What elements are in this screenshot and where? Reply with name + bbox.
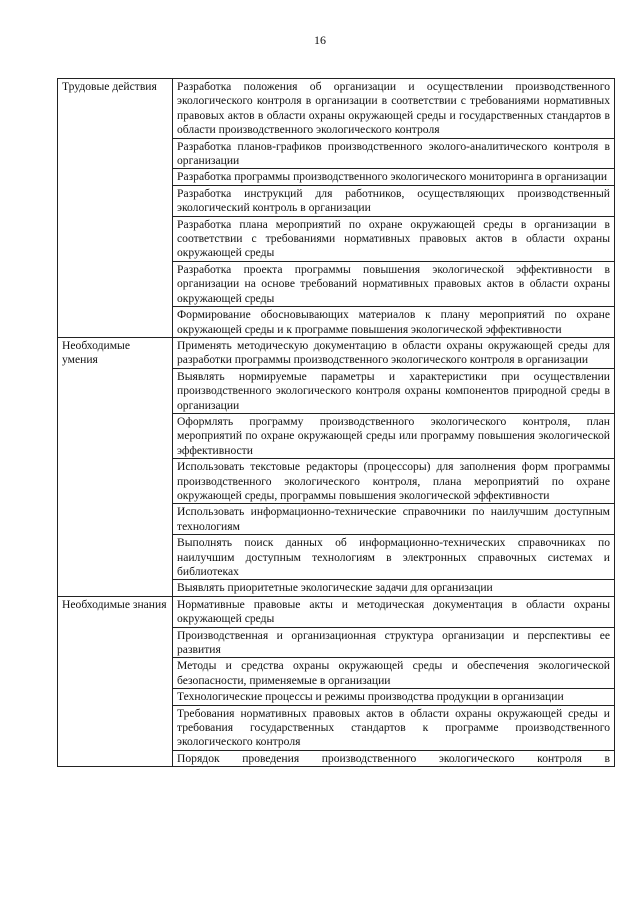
table-row (58, 79, 615, 139)
table-cell-item: Оформлять программу производственного экологического контроля, план мероприятий по охране окружающей среды или программу повышения экологической эффективности (173, 413, 615, 458)
section-label-required-knowledge: Необходимые знания (58, 596, 173, 766)
table-cell-item: Порядок проведения производственного экологического контроля в (173, 750, 615, 766)
table-row (58, 596, 615, 627)
requirements-table (57, 78, 615, 767)
page-number: 16 (314, 33, 326, 47)
table-cell-item: Использовать информационно-технические справочники по наилучшим доступным технологиям (173, 504, 615, 535)
table-cell-item: Применять методическую документацию в области охраны окружающей среды для разработки программы производственного экологического контроля в организации (173, 337, 615, 368)
table-cell-item: Использовать текстовые редакторы (процессоры) для заполнения форм программы производственного экологического контроля, плана мероприятий по охране окружающей среды, программы повышения экологической эффективности (173, 459, 615, 504)
table-cell-item: Технологические процессы и режимы производства продукции в организации (173, 689, 615, 705)
table-row (58, 337, 615, 368)
table-cell-item: Требования нормативных правовых актов в области охраны окружающей среды и требования государственных стандартов к программе производственного экологического контроля (173, 705, 615, 750)
table-cell-item: Разработка положения об организации и осуществлении производственного экологического контроля в организации в соответствии с требованиями нормативных правовых актов в области охраны окружающей среды и государственных стандартов в области производственного экологического контроля (173, 79, 615, 139)
table-cell-item: Разработка инструкций для работников, осуществляющих производственный экологический контроль в организации (173, 185, 615, 216)
section-label-labor-actions: Трудовые действия (58, 79, 173, 338)
table-cell-item: Выполнять поиск данных об информационно-технических справочниках по наилучшим доступным технологиям в электронных справочных системах и библиотеках (173, 535, 615, 580)
table-cell-item: Методы и средства охраны окружающей среды и обеспечения экологической безопасности, применяемые в организации (173, 658, 615, 689)
table-cell-item: Разработка плана мероприятий по охране окружающей среды в организации в соответствии с требованиями нормативных правовых актов в области охраны окружающей среды (173, 216, 615, 261)
table-cell-item: Формирование обосновывающих материалов к плану мероприятий по охране окружающей среды и к программе повышения экологической эффективности (173, 307, 615, 338)
table-cell-item: Нормативные правовые акты и методическая документация в области охраны окружающей среды (173, 596, 615, 627)
table-cell-item: Производственная и организационная структура организации и перспективы ее развития (173, 627, 615, 658)
table-cell-item: Разработка планов-графиков производственного эколого-аналитического контроля в организации (173, 138, 615, 169)
table-cell-item: Выявлять нормируемые параметры и характеристики при осуществлении производственного экологического контроля охраны компонентов природной среды в организации (173, 368, 615, 413)
section-label-required-skills: Необходимые умения (58, 337, 173, 596)
table-cell-item: Выявлять приоритетные экологические задачи для организации (173, 580, 615, 596)
table-cell-item: Разработка проекта программы повышения экологической эффективности в организации на основе требований нормативных правовых актов в области охраны окружающей среды (173, 261, 615, 306)
table-cell-item: Разработка программы производственного экологического мониторинга в организации (173, 169, 615, 185)
